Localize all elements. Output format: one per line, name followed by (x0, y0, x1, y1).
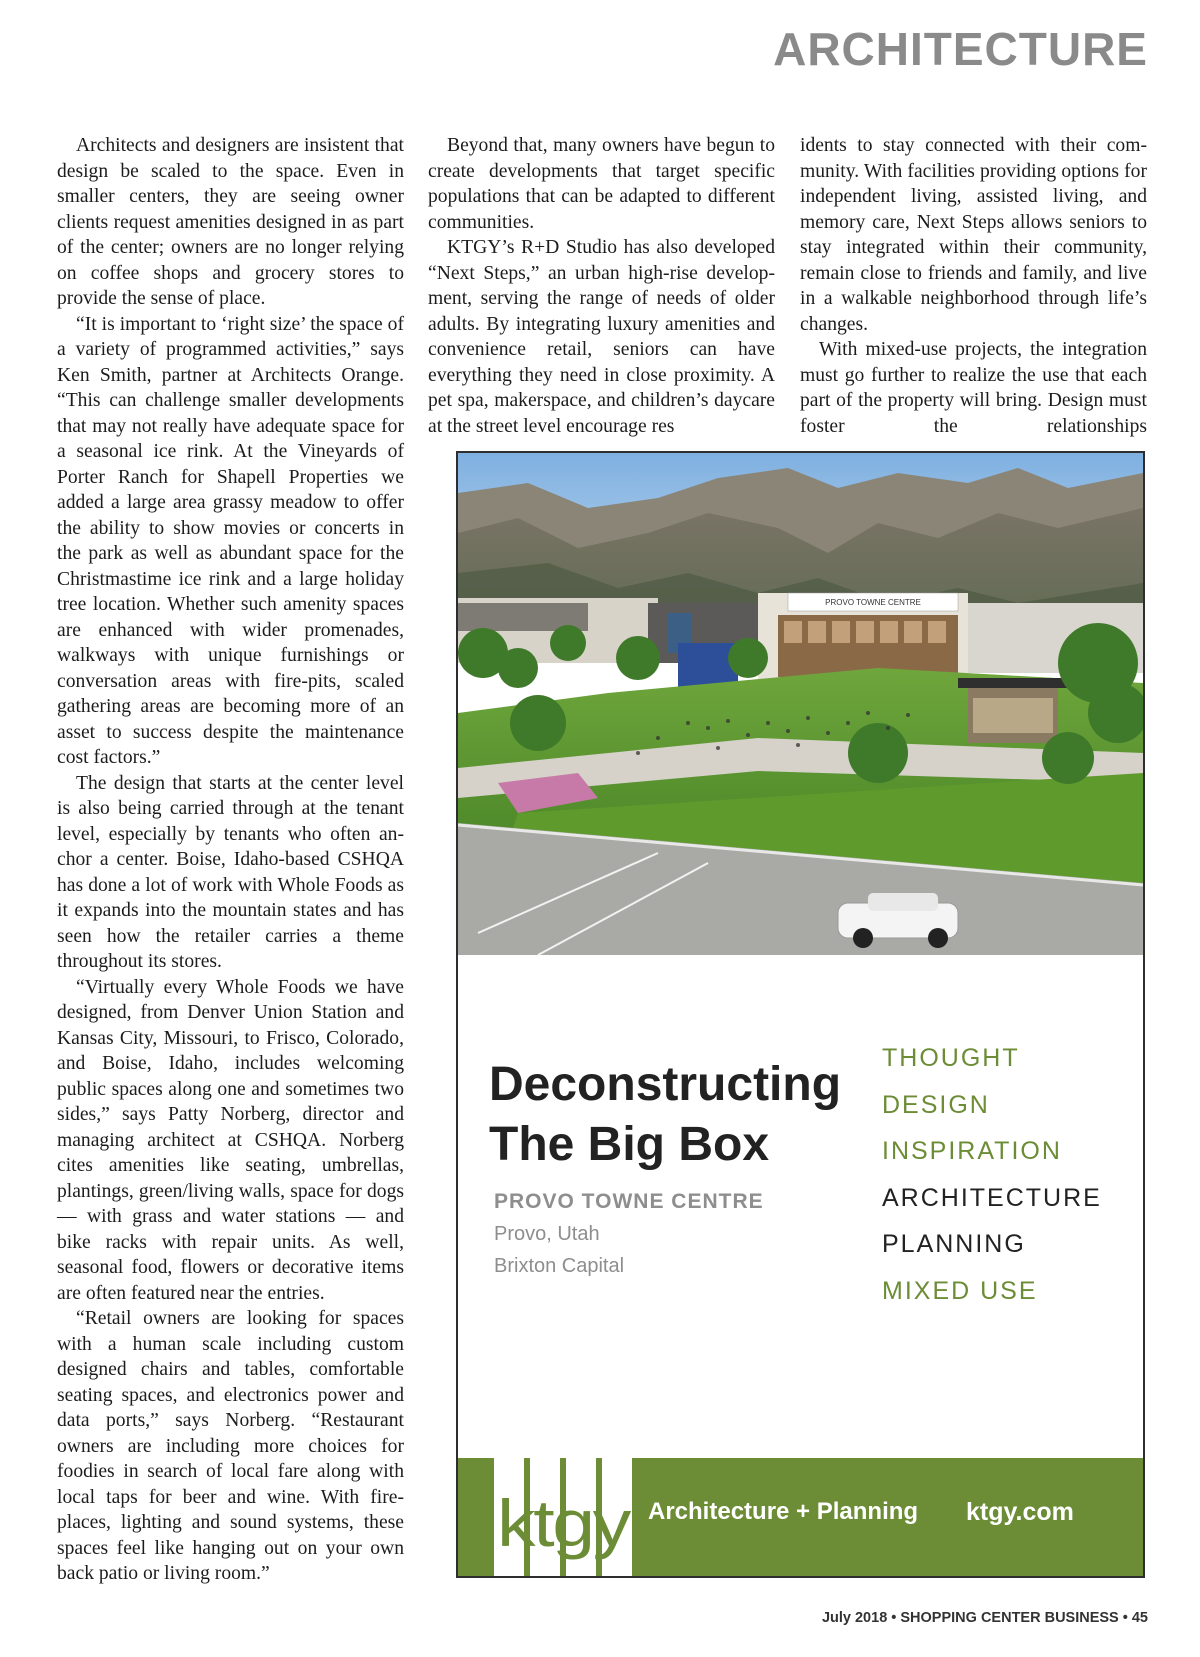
ad-tagline: Architecture + Planning (648, 1498, 919, 1525)
page-folio: July 2018 • SHOPPING CENTER BUSINESS • 45 (821, 1610, 1148, 1626)
service-item: INSPIRATION (882, 1137, 1062, 1165)
project-name: PROVO TOWNE CENTRE (494, 1190, 764, 1213)
section-header: ARCHITECTURE (773, 23, 1148, 75)
article-column-1 (57, 133, 404, 1587)
paragraph: With mixed-use projects, the integration must go further to realize the use that each part of the property will bring. Design must foster the relationships (800, 339, 1147, 437)
paragraph: “It is important to ‘right size’ the space of a variety of programmed activities,” says Ken Smith, partner at Architects Orange. “This can challenge smaller developments that may not really have adequate space for a seasonal ice rink. At the Vineyards of Porter Ranch for Shapell Properties we added a large area grassy meadow to offer the ability to show movies or concerts in the park as well as abundant space for the Christmastime ice rink and a large holiday tree location. Whether such amenity spaces are enhanced with wider promenades, walkways with unique furnishings or conversation areas with fire-pits, scaled gathering areas are becoming more of an asset to success despite the maintenance cost factors.” (57, 313, 404, 768)
article-column-2 (428, 133, 775, 439)
paragraph: “Virtually every Whole Foods we have designed, from Denver Union Station and Kansas City, Missouri, to Frisco, Colorado, and Boise, Idaho, includes welcoming public spaces along one and sometimes two sides,” says Patty Norberg, director and managing architect at CSHQA. Norberg cites amenities like seating, umbrellas, plantings, green/living walls, space for dogs — with grass and water stations — and bike racks with repair units. As well, seasonal food, flowers or decorative items are often featured near the entries. (57, 976, 404, 1304)
project-client: Brixton Capital (494, 1255, 625, 1277)
paragraph: The design that starts at the center level is also being carried through at the tenant level, especially by tenants who often anchor a center. Boise, Idaho-based CSHQA has done a lot of work with Whole Foods as it expands into the mountain states and has seen how the retailer carries a theme throughout its stores. (57, 772, 404, 972)
ad-website-link[interactable]: ktgy.com (966, 1498, 1074, 1526)
ad-services-list (882, 1035, 1102, 1314)
ktgy-logo[interactable] (494, 1458, 632, 1576)
provo-towne-centre-rendering (458, 453, 1143, 955)
service-item: MIXED USE (882, 1276, 1038, 1305)
ktgy-logo-text: ktgy (497, 1486, 632, 1560)
article-column-3 (800, 133, 1147, 439)
ad-footer-band (458, 1458, 1143, 1576)
service-item: THOUGHT (882, 1044, 1020, 1072)
paragraph: Architects and designers are insistent that design be scaled to the space. Even in smaller centers, they are seeing owner clients request amenities designed in as part of the center; owners are no longer relying on coffee shops and grocery stores to provide the sense of place. (57, 135, 404, 309)
service-item: ARCHITECTURE (882, 1183, 1102, 1212)
service-item: DESIGN (882, 1090, 990, 1119)
building-sign: PROVO TOWNE CENTRE (825, 598, 921, 607)
paragraph: KTGY’s R+D Studio has also developed “Next Steps,” an urban high-rise development, serving the range of needs of older adults. By integrating luxury amenities and convenience retail, seniors can have everything they need in close proximity. A pet spa, makerspace, and children’s daycare at the street level encourage res (428, 237, 775, 437)
ktgy-advertisement[interactable] (456, 451, 1145, 1578)
ad-headline-line-2: The Big Box (489, 1118, 770, 1171)
ad-project-info (494, 1186, 764, 1282)
service-item: PLANNING (882, 1230, 1026, 1258)
project-location: Provo, Utah (494, 1223, 600, 1245)
pavilion (958, 678, 1068, 743)
ad-headline-line-1: Deconstructing (489, 1058, 842, 1111)
paragraph: “Retail owners are looking for spaces with a human scale including custom designed chairs and tables, comfortable seating spaces, and electronics power and data ports,” says Norberg. “Restaurant owners are including more choices for foodies in search of local fare along with local taps for beer and wine. With fireplaces, lighting and sound systems, these spaces feel like hanging out on your own back patio or living room.” (57, 1308, 404, 1584)
paragraph: Beyond that, many owners have begun to create developments that target specific populations that can be adapted to different communities. (428, 135, 775, 233)
ad-headline (489, 1055, 841, 1175)
paragraph: idents to stay connected with their community. With facilities providing options for independent living, assisted living, and memory care, Next Steps allows seniors to stay integrated within their community, remain close to friends and family, and live in a walkable neighborhood through life’s changes. (800, 135, 1147, 335)
